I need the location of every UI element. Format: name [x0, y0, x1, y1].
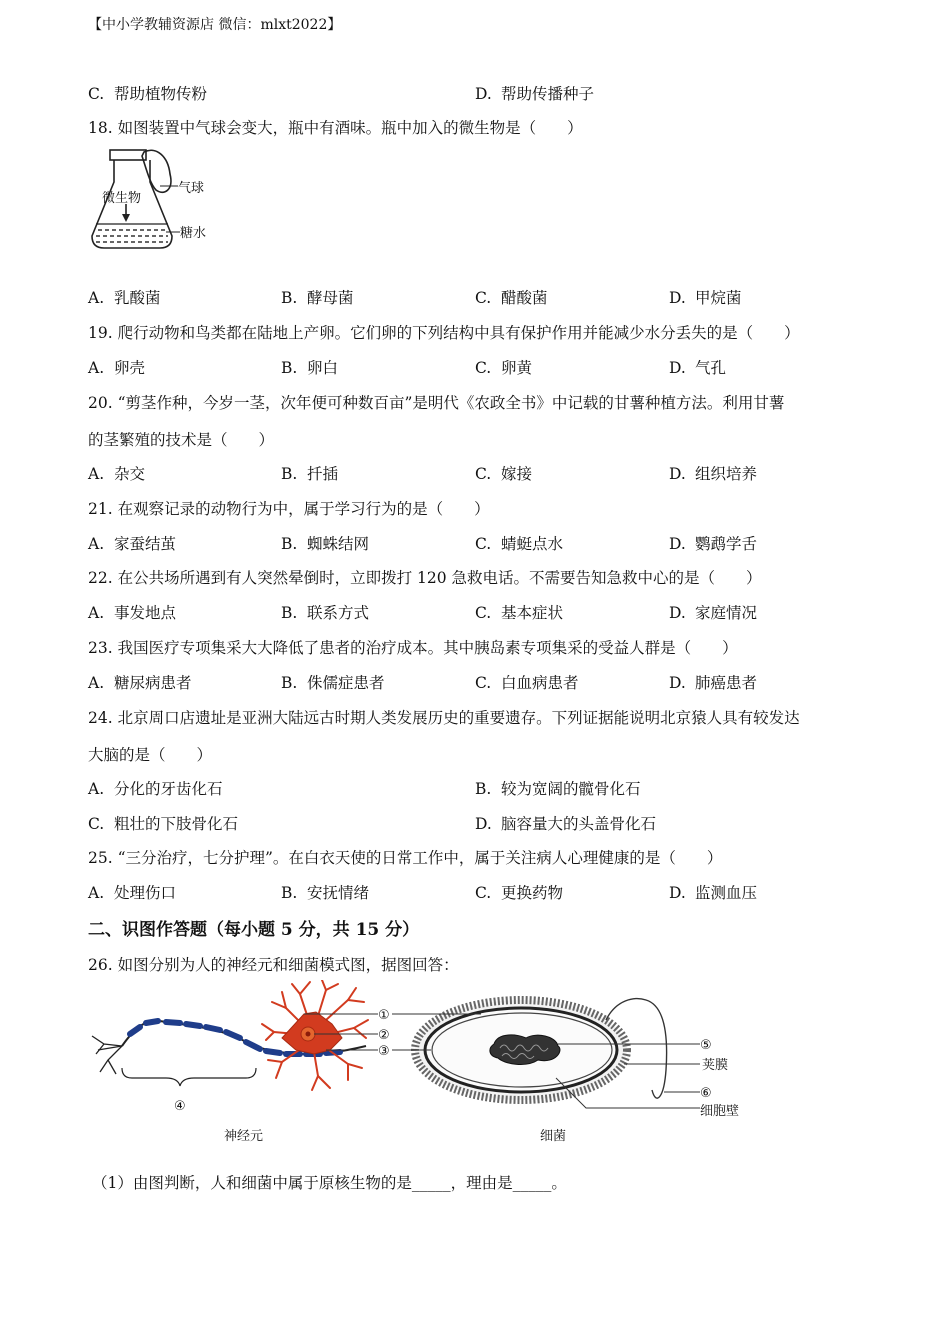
q22-option-c: C. 基本症状	[475, 604, 564, 622]
q25-option-a: A. 处理伤口	[88, 884, 177, 902]
q24-text-line2: 大脑的是（ ）	[88, 746, 213, 764]
q21-option-d: D. 鹦鹉学舌	[669, 535, 758, 553]
q26-sub1: （1）由图判断，人和细菌中属于原核生物的是_____，理由是_____。	[92, 1174, 567, 1192]
q18-option-a: A. 乳酸菌	[88, 289, 161, 307]
q26-text: 26. 如图分别为人的神经元和细菌模式图，据图回答：	[88, 956, 459, 974]
page-header: 【中小学教辅资源店 微信：mlxt2022】	[88, 17, 342, 33]
balloon-label: 气球	[178, 181, 205, 196]
q19-option-a: A. 卵壳	[88, 359, 146, 377]
q20-option-a: A. 杂交	[88, 465, 146, 483]
q25-text: 25. “三分治疗，七分护理”。在白衣天使的日常工作中，属于关注病人心理健康的是（ ）	[88, 849, 723, 867]
sugar-water-label: 糖水	[180, 226, 207, 241]
neuron-caption: 神经元	[224, 1129, 264, 1144]
q20-text-line2: 的茎繁殖的技术是（ ）	[88, 431, 275, 449]
label-1: ①	[378, 1008, 390, 1023]
q23-option-c: C. 白血病患者	[475, 674, 579, 692]
q25-option-b: B. 安抚情绪	[281, 884, 370, 902]
q23-option-d: D. 肺癌患者	[669, 674, 758, 692]
label-3: ③	[378, 1044, 390, 1059]
q20-option-d: D. 组织培养	[669, 465, 758, 483]
q20-text-line1: 20. “剪茎作种，今岁一茎，次年便可种数百亩”是明代《农政全书》中记载的甘薯种植方法。利用甘薯	[88, 394, 785, 412]
q19-text: 19. 爬行动物和鸟类都在陆地上产卵。它们卵的下列结构中具有保护作用并能减少水分丢失的是（ ）	[88, 324, 800, 342]
q18-option-c: C. 醋酸菌	[475, 289, 548, 307]
q21-option-b: B. 蜘蛛结网	[281, 535, 370, 553]
q23-option-b: B. 侏儒症患者	[281, 674, 385, 692]
label-6: ⑥	[700, 1086, 712, 1101]
flask-balloon-figure	[86, 146, 216, 254]
q21-option-c: C. 蜻蜓点水	[475, 535, 564, 553]
q24-option-c: C. 粗壮的下肢骨化石	[88, 815, 239, 833]
capsule-label: 荚膜	[702, 1058, 729, 1073]
microbe-label: 微生物	[102, 191, 142, 206]
q19-option-d: D. 气孔	[669, 359, 727, 377]
q23-option-a: A. 糖尿病患者	[88, 674, 192, 692]
label-5: ⑤	[700, 1038, 712, 1053]
q22-option-d: D. 家庭情况	[669, 604, 758, 622]
q20-option-b: B. 扦插	[281, 465, 339, 483]
label-4: ④	[174, 1099, 186, 1114]
q22-option-a: A. 事发地点	[88, 604, 177, 622]
q24-option-b: B. 较为宽阔的髋骨化石	[475, 780, 641, 798]
q19-option-b: B. 卵白	[281, 359, 339, 377]
neuron-bacterium-figure	[86, 980, 766, 1150]
section-2-title: 二、识图作答题（每小题 5 分，共 15 分）	[88, 920, 420, 940]
q23-text: 23. 我国医疗专项集采大大降低了患者的治疗成本。其中胰岛素专项集采的受益人群是（ ）	[88, 639, 738, 657]
q18-option-d: D. 甲烷菌	[669, 289, 742, 307]
q24-text-line1: 24. 北京周口店遗址是亚洲大陆远古时期人类发展历史的重要遗存。下列证据能说明北京猿人具有较发达	[88, 709, 800, 727]
q17-option-d: D. 帮助传播种子	[475, 85, 595, 103]
q19-option-c: C. 卵黄	[475, 359, 533, 377]
q24-option-d: D. 脑容量大的头盖骨化石	[475, 815, 657, 833]
q25-option-c: C. 更换药物	[475, 884, 564, 902]
label-2: ②	[378, 1028, 390, 1043]
q18-text: 18. 如图装置中气球会变大，瓶中有酒味。瓶中加入的微生物是（ ）	[88, 119, 583, 137]
q22-option-b: B. 联系方式	[281, 604, 370, 622]
bacterium-caption: 细菌	[540, 1129, 567, 1144]
q25-option-d: D. 监测血压	[669, 884, 758, 902]
q21-text: 21. 在观察记录的动物行为中，属于学习行为的是（ ）	[88, 500, 490, 518]
q20-option-c: C. 嫁接	[475, 465, 533, 483]
q24-option-a: A. 分化的牙齿化石	[88, 780, 223, 798]
q17-option-c: C. 帮助植物传粉	[88, 85, 208, 103]
q21-option-a: A. 家蚕结茧	[88, 535, 177, 553]
q18-option-b: B. 酵母菌	[281, 289, 354, 307]
cell-wall-label: 细胞壁	[700, 1104, 740, 1119]
q22-text: 22. 在公共场所遇到有人突然晕倒时，立即拨打 120 急救电话。不需要告知急救中心的是（ ）	[88, 569, 762, 587]
